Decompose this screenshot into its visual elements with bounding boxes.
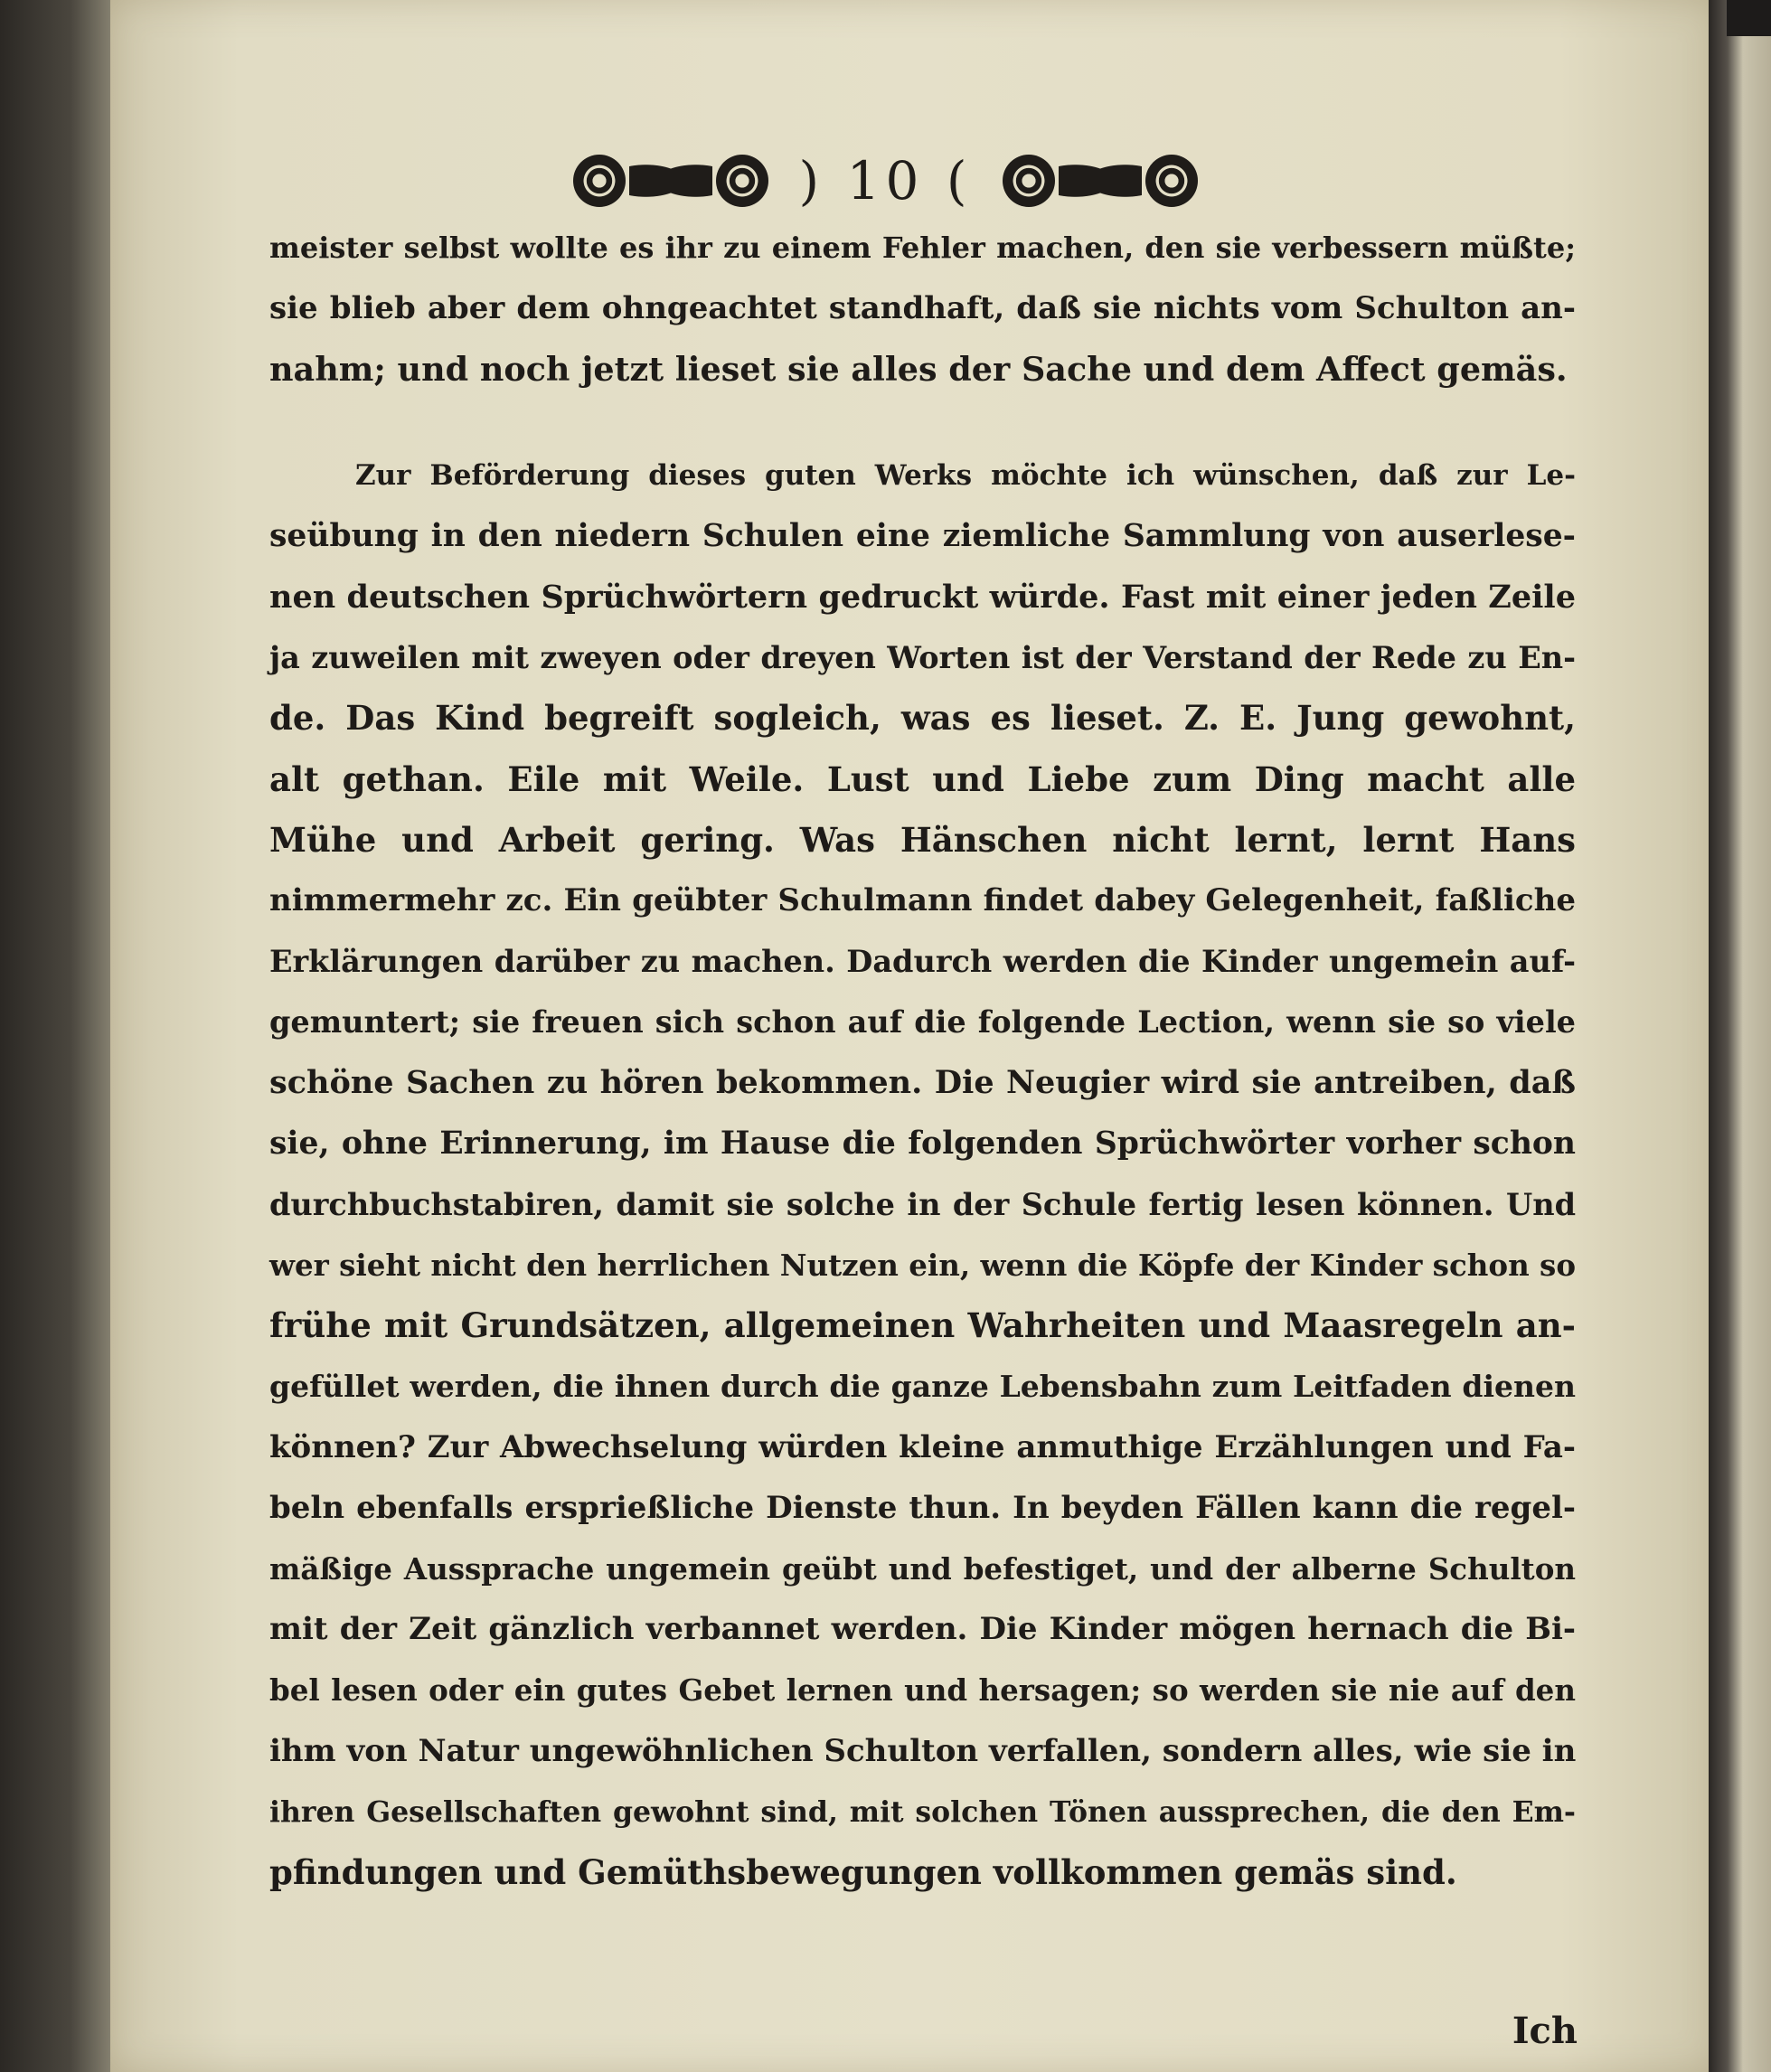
text-line: bel lesen oder ein gutes Gebet lernen und hersagen; so werden sie nie auf den xyxy=(269,1672,1576,1709)
rosette-icon xyxy=(716,155,768,207)
text-line: sie blieb aber dem ohngeachtet standhaft, daß sie nichts vom Schulton an- xyxy=(269,290,1576,327)
text-line: frühe mit Grundsätzen, allgemeinen Wahrheiten und Maasregeln an- xyxy=(269,1305,1576,1346)
book-gutter xyxy=(1709,0,1771,2072)
text-line: können? Zur Abwechselung würden kleine anmuthige Erzählungen und Fa- xyxy=(269,1428,1576,1465)
book-left-edge xyxy=(0,0,118,2072)
page-number: ) 10 ( xyxy=(798,150,973,212)
text-line: wer sieht nicht den herrlichen Nutzen ein, wenn die Köpfe der Kinder schon so xyxy=(269,1248,1576,1283)
text-line: durchbuchstabiren, damit sie solche in der Schule fertig lesen können. Und xyxy=(269,1186,1576,1222)
paragraph-gap xyxy=(269,400,1576,446)
text-line: nen deutschen Sprüchwörtern gedruckt würde. Fast mit einer jeden Zeile xyxy=(269,578,1576,616)
text-line: meister selbst wollte es ihr zu einem Fehler machen, den sie verbessern müßte; xyxy=(269,231,1576,265)
text-line: nimmermehr zc. Ein geübter Schulmann findet dabey Gelegenheit, faßliche xyxy=(269,881,1576,918)
text-line: schöne Sachen zu hören bekommen. Die Neugier wird sie antreiben, daß xyxy=(269,1064,1576,1102)
text-line: Zur Beförderung dieses guten Werks möchte ich wünschen, daß zur Le- xyxy=(355,458,1576,492)
paragraph-2 xyxy=(269,446,1576,1904)
rosette-icon xyxy=(1145,155,1198,207)
text-line: gemuntert; sie freuen sich schon auf die folgende Lection, wenn sie so viele xyxy=(269,1004,1576,1041)
rosette-icon xyxy=(1003,155,1055,207)
text-line: ihm von Natur ungewöhnlichen Schulton verfallen, sondern alles, wie sie in xyxy=(269,1732,1577,1769)
text-line: alt gethan. Eile mit Weile. Lust und Liebe zum Ding macht alle xyxy=(269,758,1576,799)
text-line: Erklärungen darüber zu machen. Dadurch werden die Kinder ungemein auf- xyxy=(269,944,1576,980)
text-line: mit der Zeit gänzlich verbannet werden. Die Kinder mögen hernach die Bi- xyxy=(269,1611,1576,1648)
body-text xyxy=(269,218,1576,1903)
text-line: seübung in den niedern Schulen eine ziemliche Sammlung von auserlese- xyxy=(269,517,1576,554)
text-line: ja zuweilen mit zweyen oder dreyen Worten ist der Verstand der Rede zu En- xyxy=(269,640,1576,676)
text-line: sie, ohne Erinnerung, im Hause die folgenden Sprüchwörter vorher schon xyxy=(269,1125,1576,1162)
text-line: de. Das Kind begreift sogleich, was es lieset. Z. E. Jung gewohnt, xyxy=(269,698,1576,739)
text-line: Mühe und Arbeit gering. Was Hänschen nicht lernt, lernt Hans xyxy=(269,819,1576,860)
catchword: Ich xyxy=(1512,2010,1578,2052)
text-line: beln ebenfalls ersprießliche Dienste thun. In beyden Fällen kann die regel- xyxy=(269,1489,1576,1526)
text-line: gefüllet werden, die ihnen durch die ganze Lebensbahn zum Leitfaden dienen xyxy=(269,1369,1576,1405)
text-line: nahm; und noch jetzt lieset sie alles der Sache und dem Affect gemäs. xyxy=(269,350,1568,390)
header-ornament-left xyxy=(573,153,768,209)
text-line: mäßige Aussprache ungemein geübt und befestiget, und der alberne Schulton xyxy=(269,1550,1576,1587)
cherub-icon xyxy=(629,153,712,209)
header-ornament-right xyxy=(1003,153,1198,209)
running-header xyxy=(0,140,1771,221)
text-line: ihren Gesellschaften gewohnt sind, mit solchen Tönen aussprechen, die den Em- xyxy=(269,1794,1576,1829)
text-line: pfindungen und Gemüthsbewegungen vollkommen gemäs sind. xyxy=(269,1851,1457,1892)
cherub-icon xyxy=(1059,153,1142,209)
paragraph-1 xyxy=(269,218,1576,400)
gutter-dark-corner xyxy=(1727,0,1771,36)
rosette-icon xyxy=(573,155,626,207)
